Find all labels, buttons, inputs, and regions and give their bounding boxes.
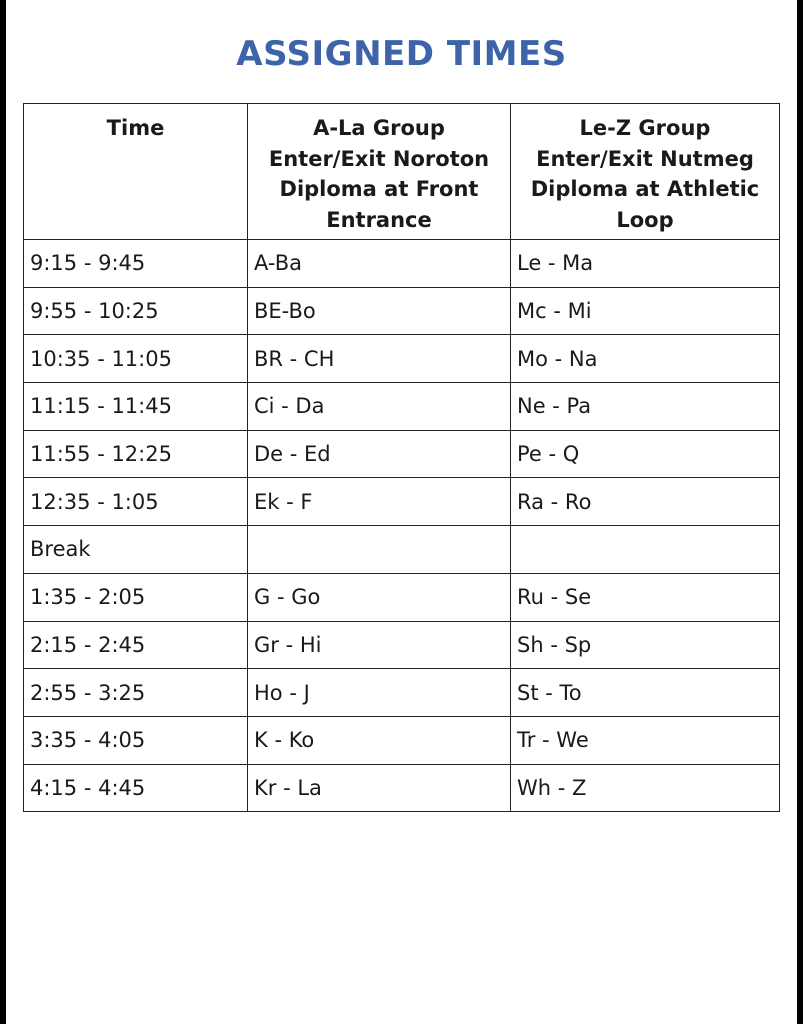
group-z-cell: Ra - Ro [511, 478, 780, 526]
assigned-times-table [23, 103, 780, 812]
table-row [24, 573, 780, 621]
group-z-cell: Mc - Mi [511, 287, 780, 335]
header-group-z-line: Enter/Exit Nutmeg [536, 146, 754, 171]
group-z-cell: Tr - We [511, 716, 780, 764]
group-z-cell: Ne - Pa [511, 383, 780, 431]
group-z-cell: Ru - Se [511, 573, 780, 621]
group-z-cell: Wh - Z [511, 764, 780, 812]
time-cell: Break [24, 526, 248, 574]
time-cell: 4:15 - 4:45 [24, 764, 248, 812]
table-row [24, 478, 780, 526]
header-time-line: Time [106, 116, 165, 140]
group-a-cell: Kr - La [248, 764, 511, 812]
group-a-cell: Ho - J [248, 669, 511, 717]
header-group-a-line: A-La Group [313, 116, 445, 140]
header-group-a-line: Enter/Exit Noroton [268, 146, 490, 171]
group-z-cell: Le - Ma [511, 240, 780, 288]
header-group-a [248, 104, 511, 240]
header-group-z-line: Diploma at Athletic [530, 177, 760, 201]
time-cell: 11:15 - 11:45 [24, 383, 248, 431]
header-row [24, 104, 780, 240]
table-row-break [24, 526, 780, 574]
group-a-cell: De - Ed [248, 430, 511, 478]
header-time [24, 104, 248, 240]
document-page [6, 0, 797, 1024]
table-row [24, 621, 780, 669]
group-a-cell: Ci - Da [248, 383, 511, 431]
group-a-cell: BE-Bo [248, 287, 511, 335]
group-a-cell [248, 526, 511, 574]
table-row [24, 716, 780, 764]
group-z-cell: Sh - Sp [511, 621, 780, 669]
time-cell: 11:55 - 12:25 [24, 430, 248, 478]
table-row [24, 430, 780, 478]
header-group-a-line: Diploma at Front [279, 177, 479, 201]
time-cell: 9:55 - 10:25 [24, 287, 248, 335]
time-cell: 1:35 - 2:05 [24, 573, 248, 621]
group-a-cell: BR - CH [248, 335, 511, 383]
header-group-z [511, 104, 780, 240]
group-z-cell: Mo - Na [511, 335, 780, 383]
group-a-cell: Ek - F [248, 478, 511, 526]
time-cell: 10:35 - 11:05 [24, 335, 248, 383]
page-title: ASSIGNED TIMES [236, 34, 567, 74]
time-cell: 2:15 - 2:45 [24, 621, 248, 669]
group-z-cell: St - To [511, 669, 780, 717]
header-group-z-line: Loop [616, 207, 674, 232]
table-row [24, 287, 780, 335]
header-group-z-line: Le-Z Group [579, 116, 711, 140]
group-z-cell: Pe - Q [511, 430, 780, 478]
header-group-a-line: Entrance [326, 207, 432, 232]
group-a-cell: G - Go [248, 573, 511, 621]
time-cell: 3:35 - 4:05 [24, 716, 248, 764]
time-cell: 2:55 - 3:25 [24, 669, 248, 717]
table-row [24, 383, 780, 431]
table-row [24, 764, 780, 812]
table-row [24, 240, 780, 288]
time-cell: 9:15 - 9:45 [24, 240, 248, 288]
table-row [24, 335, 780, 383]
group-a-cell: A-Ba [248, 240, 511, 288]
group-a-cell: Gr - Hi [248, 621, 511, 669]
group-z-cell [511, 526, 780, 574]
time-cell: 12:35 - 1:05 [24, 478, 248, 526]
group-a-cell: K - Ko [248, 716, 511, 764]
table-row [24, 669, 780, 717]
